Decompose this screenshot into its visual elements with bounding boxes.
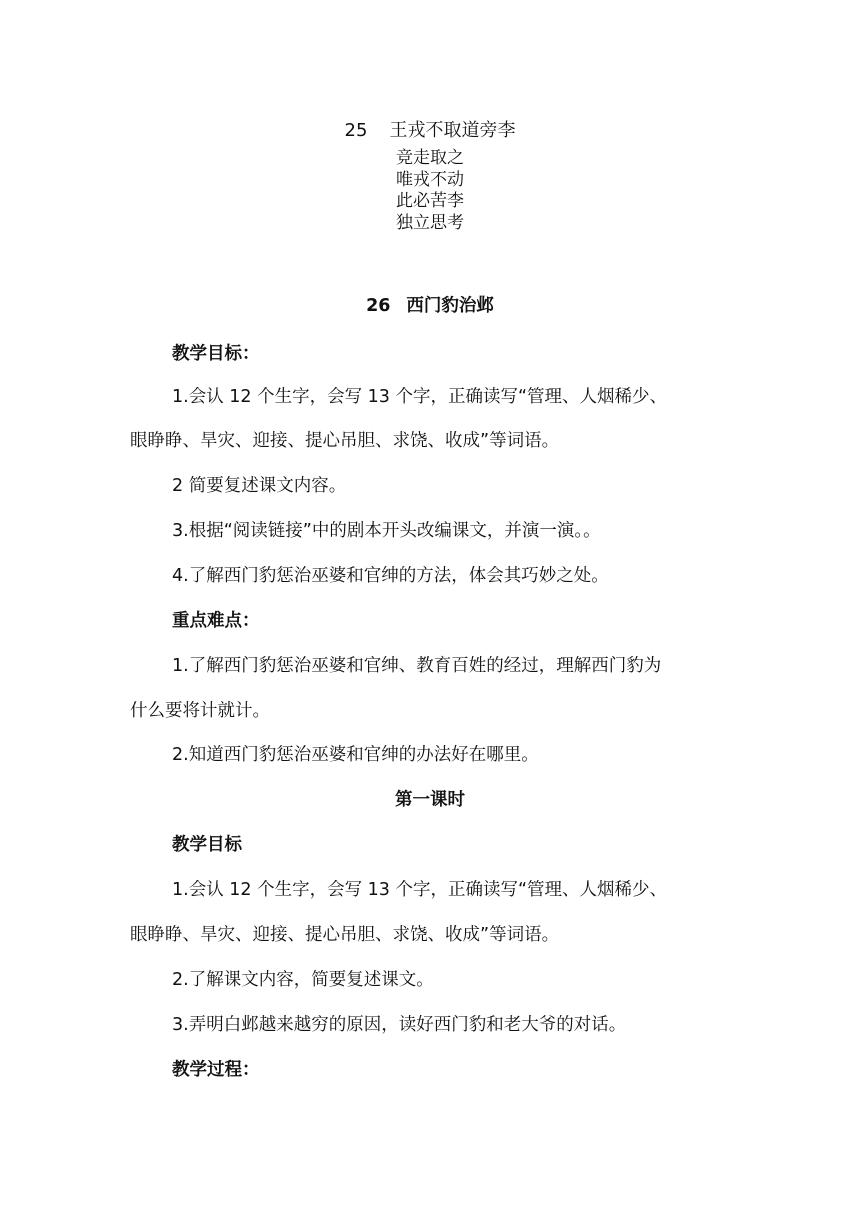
period-goals-heading: 教学目标	[172, 835, 242, 855]
goal-item: 2 简要复述课文内容。	[172, 476, 347, 496]
key-points-heading: 重点难点：	[172, 611, 260, 631]
goals-heading: 教学目标：	[172, 344, 260, 364]
board-line: 竞走取之	[396, 148, 464, 168]
period-goal-item: 2.了解课文内容，简要复述课文。	[172, 970, 434, 990]
goal-item: 眼睁睁、旱灾、迎接、提心吊胆、求饶、收成”等词语。	[130, 431, 560, 451]
board-lines	[0, 148, 860, 234]
period-goal-item: 1.会认 12 个生字，会写 13 个字，正确读写“管理、人烟稀少、	[172, 880, 668, 900]
board-title-text: 王戎不取道旁李	[389, 120, 516, 141]
board-title	[0, 116, 860, 142]
board-line: 唯戎不动	[396, 169, 464, 190]
key-point-item: 什么要将计就计。	[130, 701, 270, 721]
goal-item: 4.了解西门豹惩治巫婆和官绅的方法，体会其巧妙之处。	[172, 566, 609, 586]
goal-item: 1.会认 12 个生字，会写 13 个字，正确读写“管理、人烟稀少、	[172, 387, 668, 407]
lesson-number: 26	[366, 296, 391, 316]
period-goal-item: 3.弄明白邺越来越穷的原因，读好西门豹和老大爷的对话。	[172, 1015, 627, 1035]
lesson-title	[0, 292, 860, 317]
lesson-title-text: 西门豹治邺	[406, 296, 494, 316]
period-heading: 第一课时	[395, 790, 465, 810]
key-point-item: 2.知道西门豹惩治巫婆和官绅的办法好在哪里。	[172, 745, 539, 765]
board-line: 独立思考	[396, 212, 464, 233]
board-number: 25	[344, 120, 368, 141]
key-point-item: 1.了解西门豹惩治巫婆和官绅、教育百姓的经过，理解西门豹为	[172, 656, 662, 676]
period-goal-item: 眼睁睁、旱灾、迎接、提心吊胆、求饶、收成”等词语。	[130, 925, 560, 945]
board-line: 此必苦李	[396, 191, 464, 211]
goal-item: 3.根据“阅读链接”中的剧本开头改编课文，并演一演。。	[172, 521, 601, 541]
process-heading: 教学过程：	[172, 1060, 260, 1080]
